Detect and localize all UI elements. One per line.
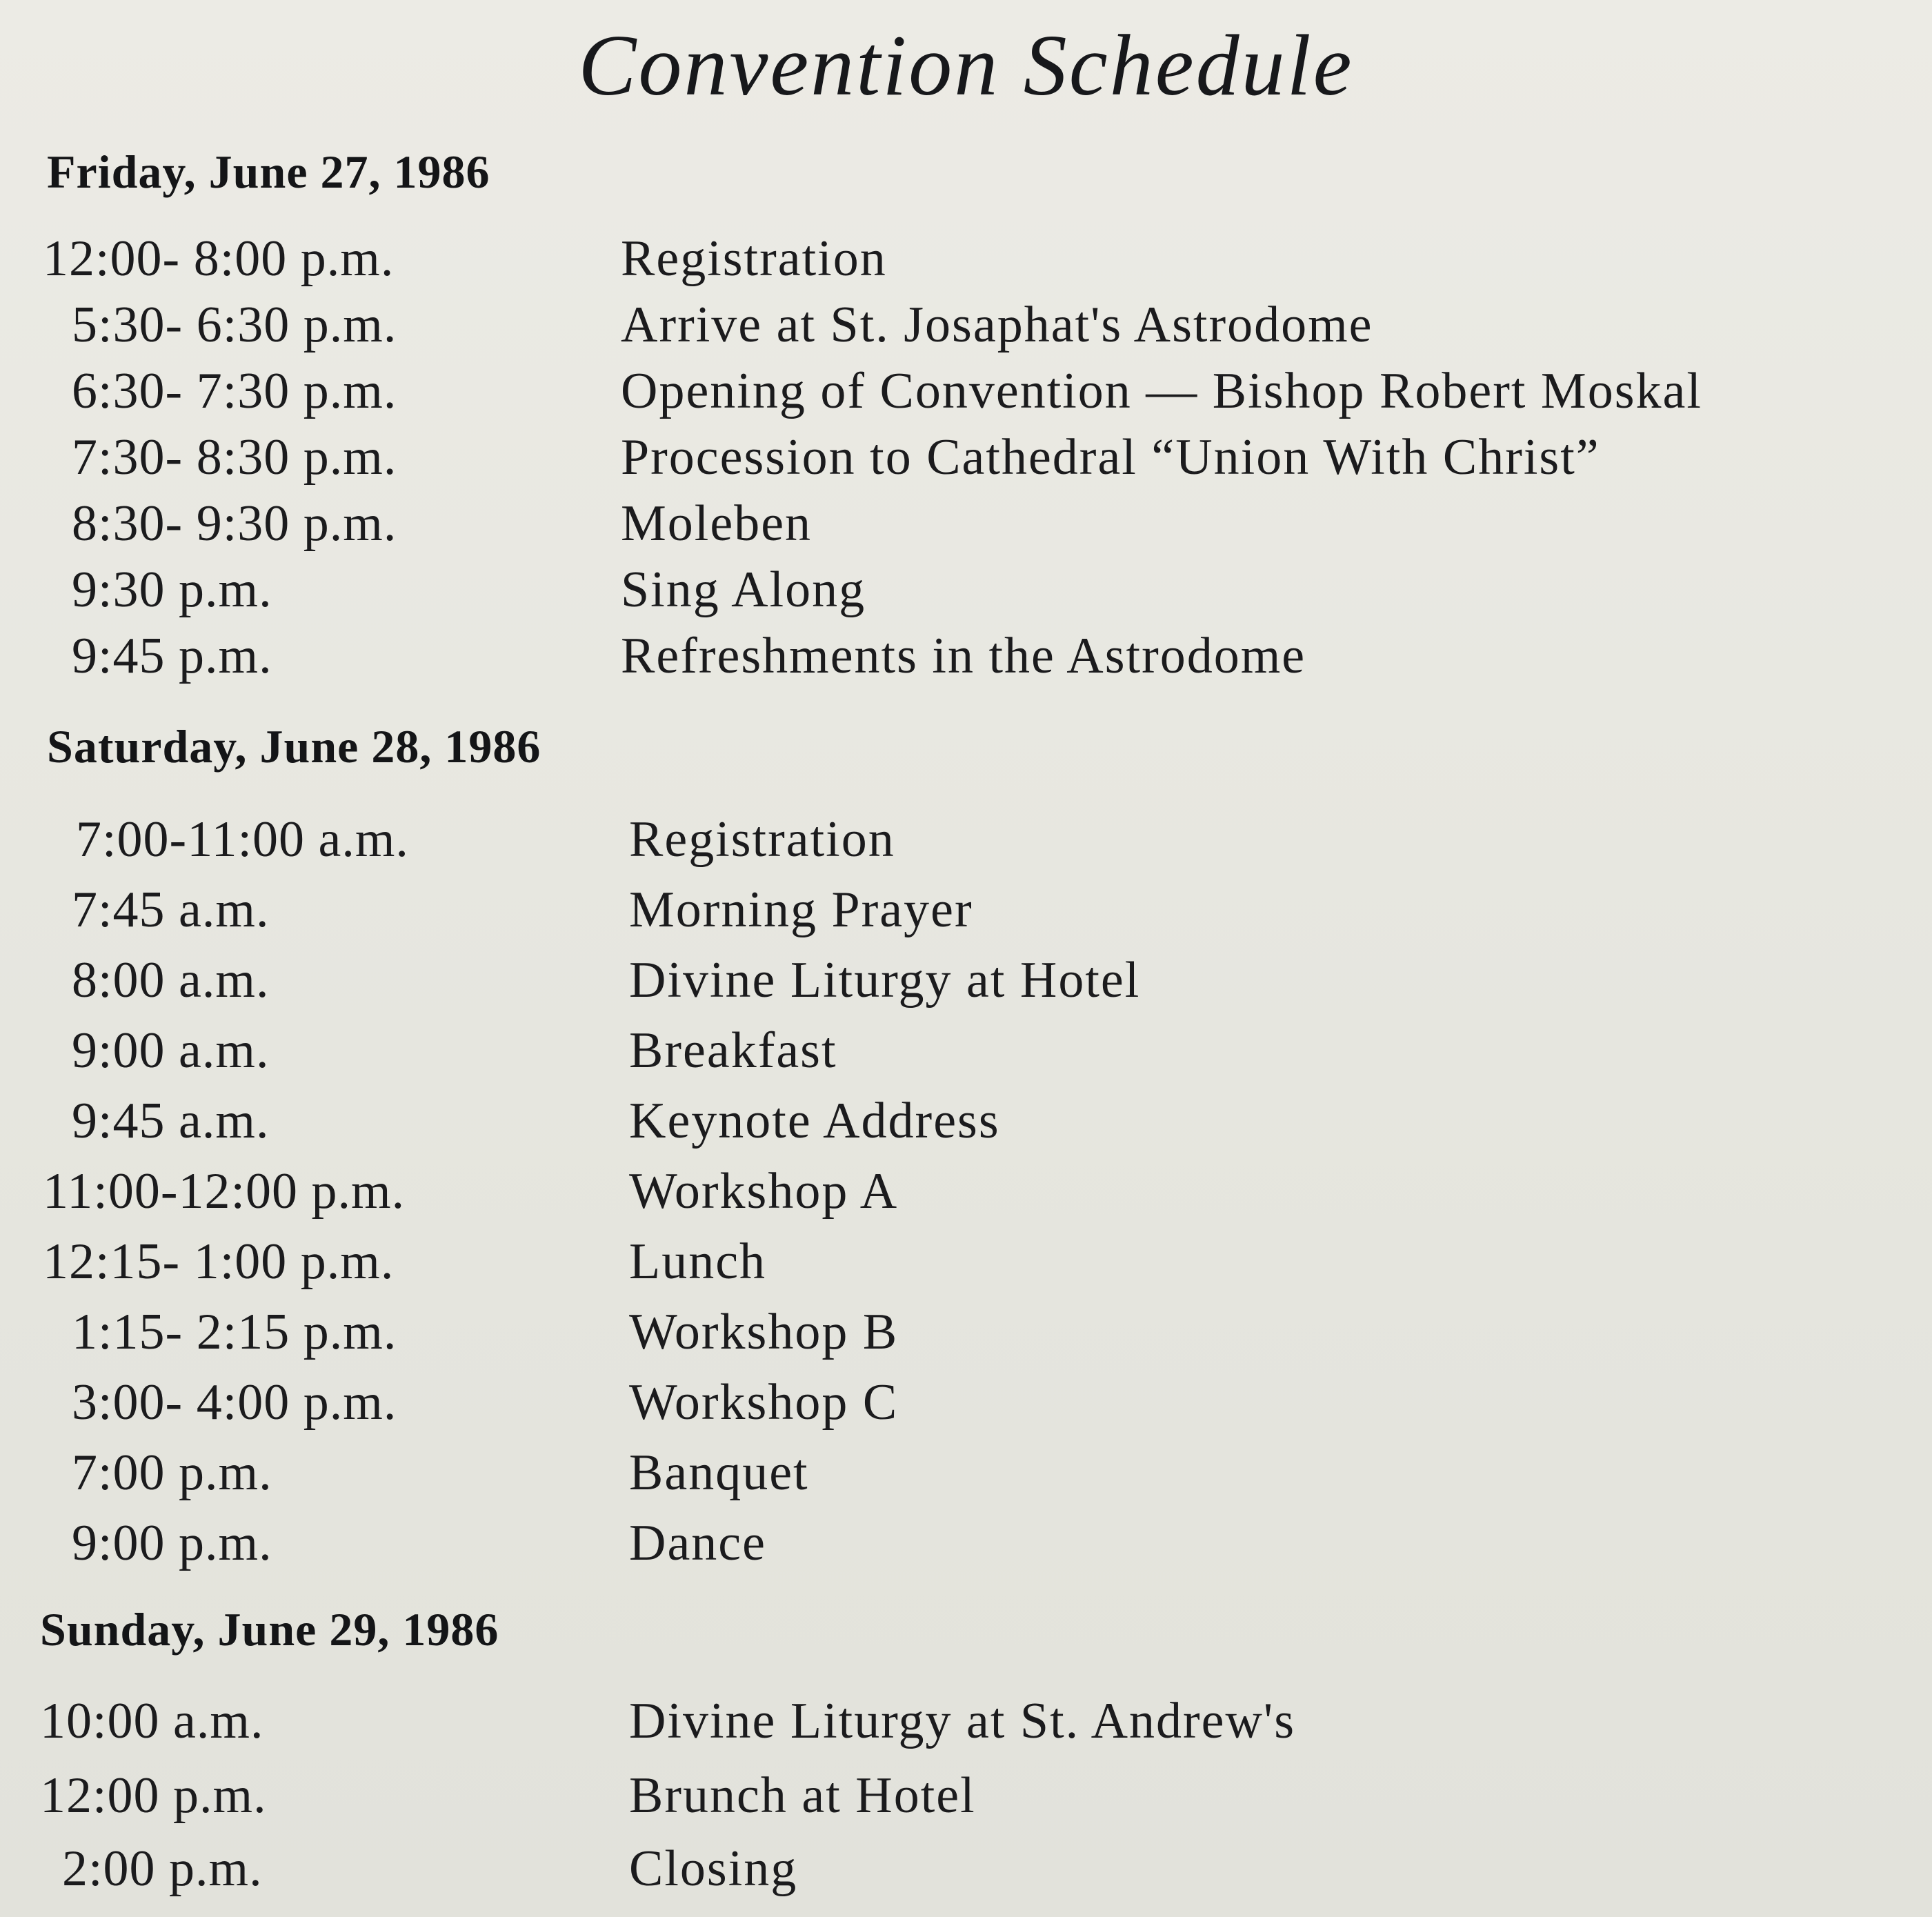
schedule-time: 8:00 a.m.	[72, 952, 270, 1009]
schedule-time: 5:30- 6:30 p.m.	[72, 297, 397, 353]
schedule-row	[0, 1304, 1932, 1373]
schedule-time: 11:00-12:00 p.m.	[43, 1163, 406, 1220]
schedule-time: 2:00 p.m.	[62, 1840, 263, 1897]
day-heading-saturday: Saturday, June 28, 1986	[47, 720, 541, 773]
schedule-row	[0, 230, 1932, 299]
schedule-row	[0, 811, 1932, 880]
schedule-time: 10:00 a.m.	[40, 1693, 264, 1749]
schedule-time: 7:30- 8:30 p.m.	[72, 429, 397, 486]
schedule-event: Divine Liturgy at St. Andrew's	[629, 1693, 1296, 1749]
schedule-row	[0, 429, 1932, 498]
schedule-row	[0, 1095, 1932, 1162]
schedule-time: 3:00- 4:00 p.m.	[72, 1374, 397, 1431]
schedule-row	[0, 1767, 1932, 1836]
schedule-row	[0, 952, 1932, 1021]
schedule-event: Closing	[629, 1840, 798, 1897]
schedule-row	[0, 1022, 1932, 1091]
schedule-event: Workshop B	[629, 1304, 899, 1360]
schedule-event: Morning Prayer	[629, 882, 973, 938]
schedule-row	[0, 884, 1932, 951]
schedule-event: Refreshments in the Astrodome	[621, 628, 1306, 684]
schedule-time: 9:30 p.m.	[72, 562, 272, 618]
schedule-row	[0, 630, 1932, 697]
schedule-time: 9:45 p.m.	[72, 628, 272, 684]
schedule-row	[0, 495, 1932, 564]
day-heading-sunday: Sunday, June 29, 1986	[40, 1603, 499, 1656]
schedule-row	[0, 363, 1932, 432]
schedule-row	[0, 1840, 1932, 1909]
schedule-time: 6:30- 7:30 p.m.	[72, 363, 397, 419]
schedule-row	[0, 1693, 1932, 1762]
schedule-event: Procession to Cathedral “Union With Christ”	[621, 429, 1600, 486]
schedule-event: Sing Along	[621, 562, 866, 618]
schedule-event: Brunch at Hotel	[629, 1767, 976, 1824]
schedule-time: 7:00 p.m.	[72, 1444, 272, 1501]
schedule-time: 9:00 p.m.	[72, 1515, 272, 1571]
schedule-event: Dance	[629, 1515, 766, 1571]
schedule-row	[0, 1233, 1932, 1302]
schedule-time: 12:00- 8:00 p.m.	[43, 230, 395, 287]
day-heading-friday: Friday, June 27, 1986	[47, 146, 490, 198]
schedule-time: 8:30- 9:30 p.m.	[72, 495, 397, 552]
schedule-time: 9:00 a.m.	[72, 1022, 270, 1079]
schedule-event: Lunch	[629, 1233, 767, 1290]
schedule-row	[0, 299, 1932, 366]
schedule-row	[0, 564, 1932, 630]
schedule-event: Opening of Convention — Bishop Robert Moskal	[621, 363, 1702, 419]
schedule-event: Breakfast	[629, 1022, 837, 1079]
schedule-time: 7:45 a.m.	[72, 882, 270, 938]
schedule-event: Workshop A	[629, 1163, 899, 1220]
schedule-time: 1:15- 2:15 p.m.	[72, 1304, 397, 1360]
schedule-row	[0, 1515, 1932, 1584]
schedule-event: Banquet	[629, 1444, 809, 1501]
schedule-event: Divine Liturgy at Hotel	[629, 952, 1141, 1009]
schedule-time: 12:15- 1:00 p.m.	[43, 1233, 395, 1290]
schedule-time: 7:00-11:00 a.m.	[76, 811, 409, 868]
schedule-row	[0, 1444, 1932, 1513]
schedule-time: 12:00 p.m.	[40, 1767, 267, 1824]
schedule-row	[0, 1374, 1932, 1443]
schedule-event: Keynote Address	[629, 1093, 1000, 1149]
page-title: Convention Schedule	[578, 18, 1354, 114]
schedule-event: Arrive at St. Josaphat's Astrodome	[621, 297, 1373, 353]
schedule-event: Registration	[621, 230, 887, 287]
schedule-event: Moleben	[621, 495, 813, 552]
schedule-time: 9:45 a.m.	[72, 1093, 270, 1149]
schedule-event: Registration	[629, 811, 895, 868]
schedule-row	[0, 1163, 1932, 1232]
schedule-event: Workshop C	[629, 1374, 899, 1431]
